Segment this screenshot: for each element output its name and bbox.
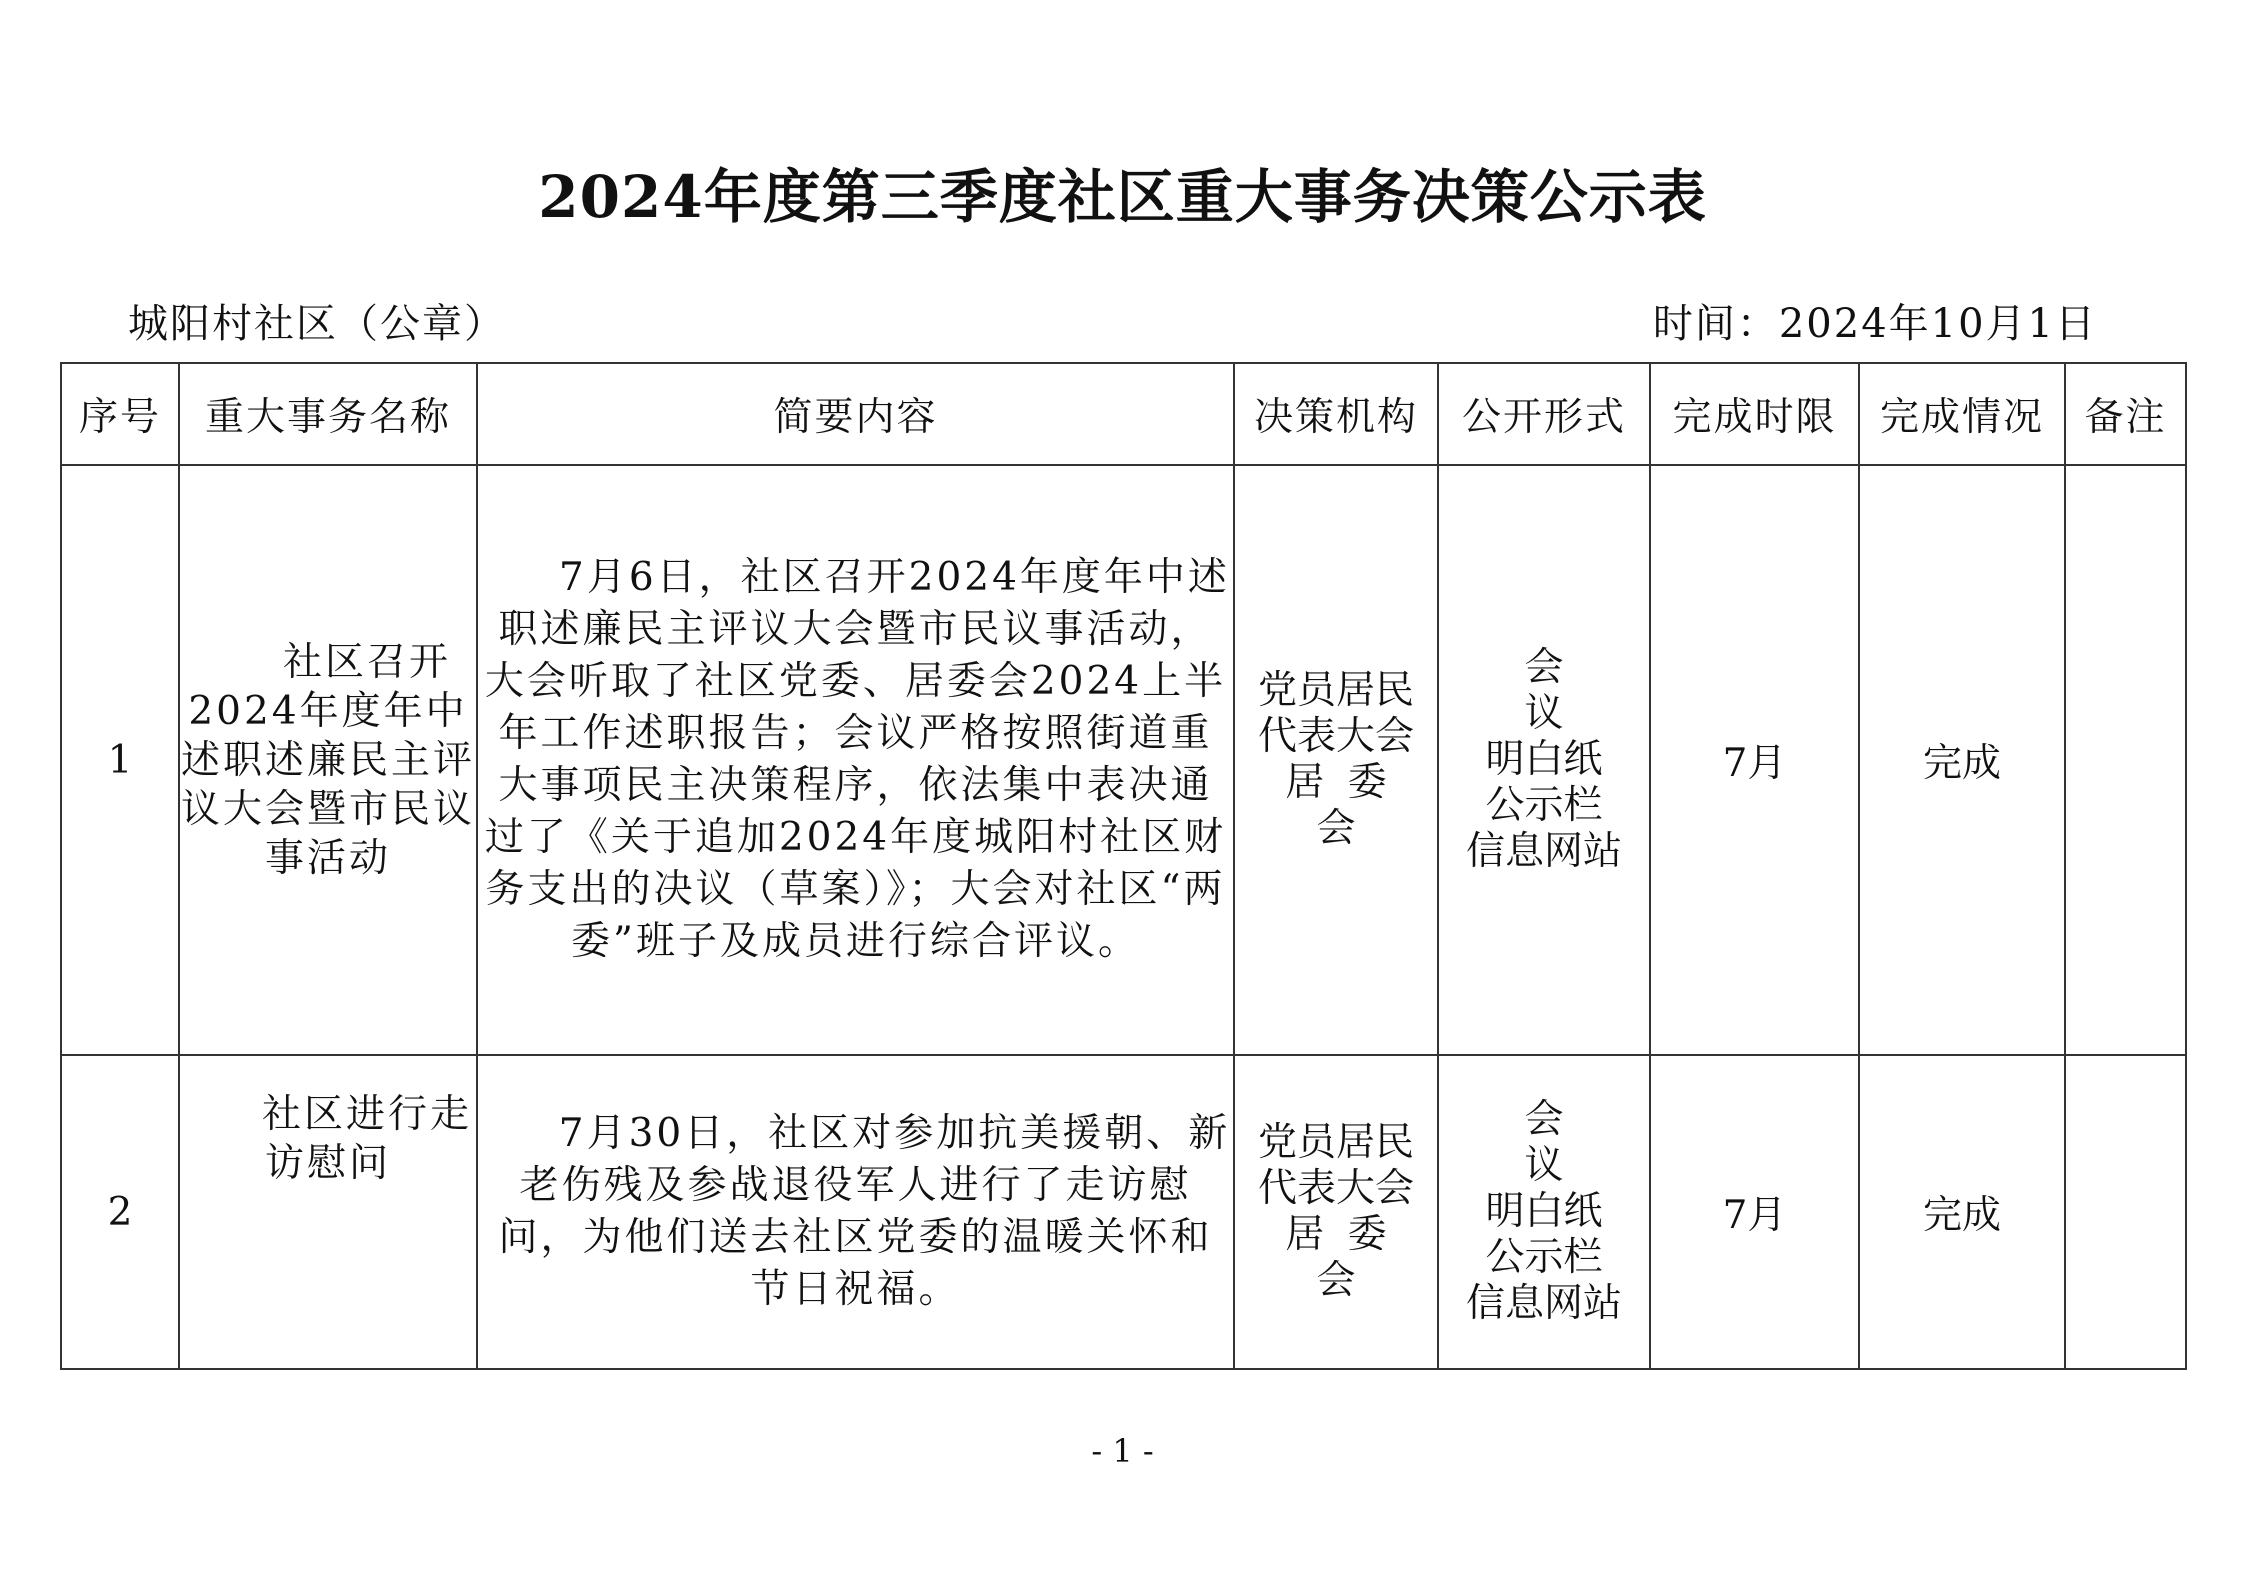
remark-cell [2065, 1055, 2186, 1369]
decision-body-line: 代表大会 [1257, 714, 1414, 759]
header-matter-name: 重大事务名称 [179, 363, 477, 465]
remark-cell [2065, 465, 2186, 1055]
decision-body-line: 党员居民 [1257, 668, 1414, 713]
summary-text: 7月6日，社区召开2024年度年中述职述廉民主评议大会暨市民议事活动，大会听取了社区党委、居委会2024上半年工作述职报告；会议严格按照街道重大事项民主决策程序，依法集中表决通过了《关于追加2024年度城阳村社区财务支出的决议（草案）》；大会对社区“两委”班子及成员进行综合评议。 [484, 555, 1230, 964]
table-row [61, 465, 2186, 1055]
disclosure-form-line: 明白纸 [1485, 1189, 1603, 1234]
disclosure-form-line: 信息网站 [1465, 1281, 1622, 1326]
disclosure-form-line: 会议 [1524, 1097, 1626, 1188]
decision-body-line: 代表大会 [1257, 1166, 1414, 1211]
header-remark: 备注 [2065, 363, 2186, 465]
table-row [61, 1055, 2186, 1369]
matter-name-cell [179, 465, 477, 1055]
summary-cell [477, 1055, 1234, 1369]
summary-text: 7月30日，社区对参加抗美援朝、新老伤残及参战退役军人进行了走访慰问，为他们送去社区党委的温暖关怀和节日祝福。 [498, 1111, 1231, 1312]
matter-name: 社区召开2024年度年中述职述廉民主评议大会暨市民议事活动 [180, 639, 475, 881]
decision-table [60, 362, 2187, 1370]
header-disclosure-form: 公开形式 [1438, 363, 1650, 465]
matter-name-cell [179, 1055, 477, 1369]
decision-body-line: 居委会 [1285, 760, 1411, 851]
decision-body-cell [1234, 1055, 1438, 1369]
matter-name: 社区进行走访慰问 [261, 1092, 472, 1186]
disclosure-form-cell [1438, 1055, 1650, 1369]
disclosure-form-line: 明白纸 [1485, 737, 1603, 782]
row-index: 2 [61, 1055, 179, 1369]
table-header-row [61, 363, 2186, 465]
page-number: - 1 - [1091, 1432, 1154, 1470]
decision-body-line: 党员居民 [1257, 1120, 1414, 1165]
disclosure-form-line: 会议 [1524, 645, 1626, 736]
organization-seal-label: 城阳村社区（公章） [128, 301, 506, 347]
status-cell: 完成 [1859, 465, 2065, 1055]
disclosure-form-line: 公示栏 [1485, 1235, 1603, 1280]
decision-body-line: 居委会 [1285, 1212, 1411, 1303]
header-deadline: 完成时限 [1650, 363, 1859, 465]
row-index: 1 [61, 465, 179, 1055]
decision-body-cell [1234, 465, 1438, 1055]
disclosure-form-cell [1438, 465, 1650, 1055]
header-index: 序号 [61, 363, 179, 465]
disclosure-form-line: 公示栏 [1485, 783, 1603, 828]
disclosure-form-line: 信息网站 [1465, 829, 1622, 874]
page-title: 2024年度第三季度社区重大事务决策公示表 [538, 163, 1707, 231]
header-summary: 简要内容 [477, 363, 1234, 465]
deadline-cell: 7月 [1650, 1055, 1859, 1369]
header-decision-body: 决策机构 [1234, 363, 1438, 465]
deadline-cell: 7月 [1650, 465, 1859, 1055]
summary-cell [477, 465, 1234, 1055]
header-status: 完成情况 [1859, 363, 2065, 465]
publish-date: 时间：2024年10月1日 [1652, 301, 2097, 347]
status-cell: 完成 [1859, 1055, 2065, 1369]
